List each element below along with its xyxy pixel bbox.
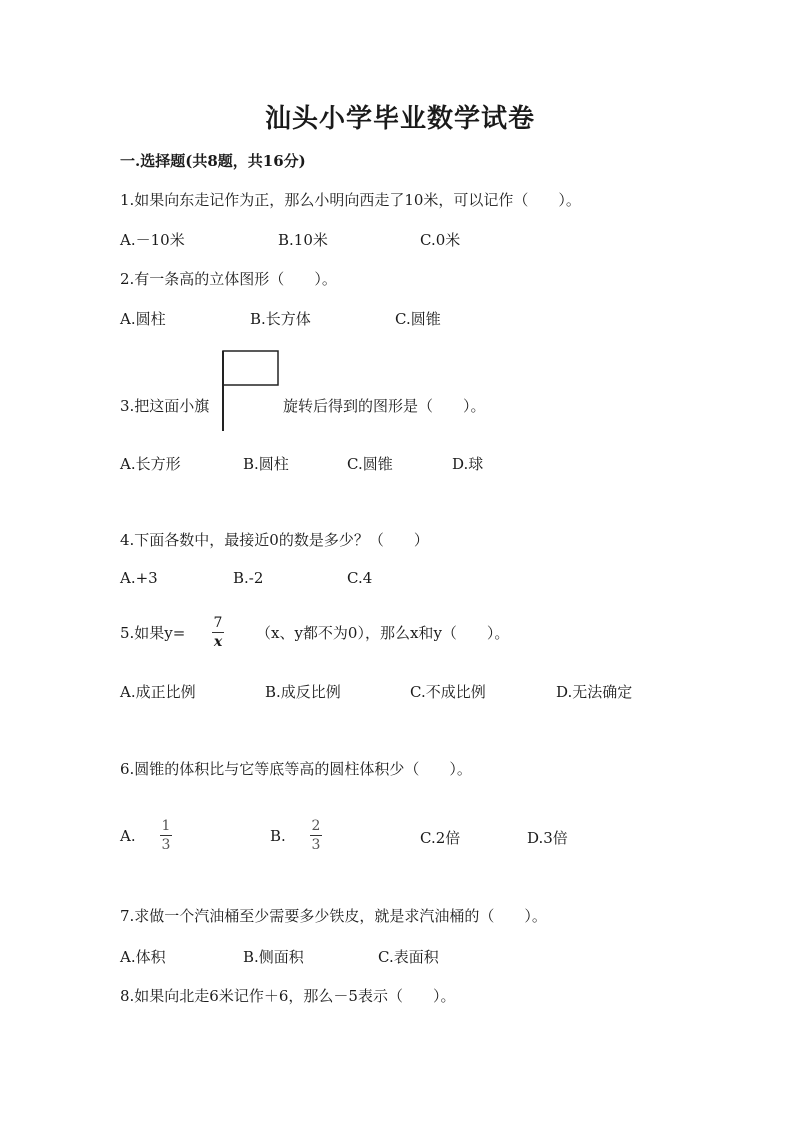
question-8: 8.如果向北走6米记作＋6，那么－5表示（ ）。 — [120, 987, 456, 1005]
q5-option-c: C.不成比例 — [410, 683, 486, 701]
question-3-text-before: 3.把这面小旗 — [120, 397, 210, 415]
q6-option-b-fraction — [310, 818, 322, 853]
question-5-text-before: 5.如果y= — [120, 624, 186, 642]
question-1: 1.如果向东走记作为正，那么小明向西走了10米，可以记作（ ）。 — [120, 191, 581, 209]
q4-option-b: B.-2 — [233, 569, 264, 587]
q5-fraction-denominator: x — [213, 634, 223, 650]
q3-option-d: D.球 — [452, 455, 484, 473]
q5-option-d: D.无法确定 — [556, 683, 633, 701]
q3-option-c: C.圆锥 — [347, 455, 393, 473]
q6-option-b-label: B. — [270, 827, 286, 845]
q7-option-a: A.体积 — [120, 948, 166, 966]
question-4: 4.下面各数中，最接近0的数是多少？（ ） — [120, 531, 429, 549]
q3-option-a: A.长方形 — [120, 455, 181, 473]
q6-option-c: C.2倍 — [420, 829, 461, 847]
q4-option-a: A.+3 — [120, 569, 158, 587]
q6-option-d: D.3倍 — [527, 829, 568, 847]
q5-option-b: B.成反比例 — [265, 683, 341, 701]
section-heading: 一.选择题(共8题，共16分) — [120, 152, 306, 170]
q4-option-c: C.4 — [347, 569, 373, 587]
question-7: 7.求做一个汽油桶至少需要多少铁皮，就是求汽油桶的（ ）。 — [120, 907, 547, 925]
q3-option-b: B.圆柱 — [243, 455, 289, 473]
fraction-bar — [160, 835, 172, 836]
q1-option-b: B.10米 — [278, 231, 328, 249]
page-title: 汕头小学毕业数学试卷 — [264, 104, 535, 134]
question-2: 2.有一条高的立体图形（ ）。 — [120, 270, 337, 288]
question-5-text-after: （x、y都不为0），那么x和y（ ）。 — [256, 624, 510, 642]
q2-option-a: A.圆柱 — [120, 310, 166, 328]
q5-option-a: A.成正比例 — [120, 683, 196, 701]
q6-option-a-fraction — [160, 818, 172, 853]
q6-option-a-label: A. — [120, 827, 136, 845]
fraction-bar — [212, 632, 224, 633]
q2-option-c: C.圆锥 — [395, 310, 441, 328]
q6-a-numerator: 1 — [161, 818, 171, 834]
q1-option-a: A.－10米 — [120, 231, 185, 249]
q5-fraction — [212, 615, 224, 650]
q6-b-numerator: 2 — [311, 818, 321, 834]
q2-option-b: B.长方体 — [250, 310, 311, 328]
fraction-bar — [310, 835, 322, 836]
q7-option-c: C.表面积 — [378, 948, 439, 966]
q1-option-c: C.0米 — [420, 231, 461, 249]
q6-a-denominator: 3 — [161, 837, 171, 853]
flag-figure — [221, 349, 281, 434]
q6-b-denominator: 3 — [311, 837, 321, 853]
q5-fraction-numerator: 7 — [213, 615, 223, 631]
question-3-text-after: 旋转后得到的图形是（ ）。 — [283, 397, 486, 415]
question-6: 6.圆锥的体积比与它等底等高的圆柱体积少（ ）。 — [120, 760, 472, 778]
q7-option-b: B.侧面积 — [243, 948, 304, 966]
